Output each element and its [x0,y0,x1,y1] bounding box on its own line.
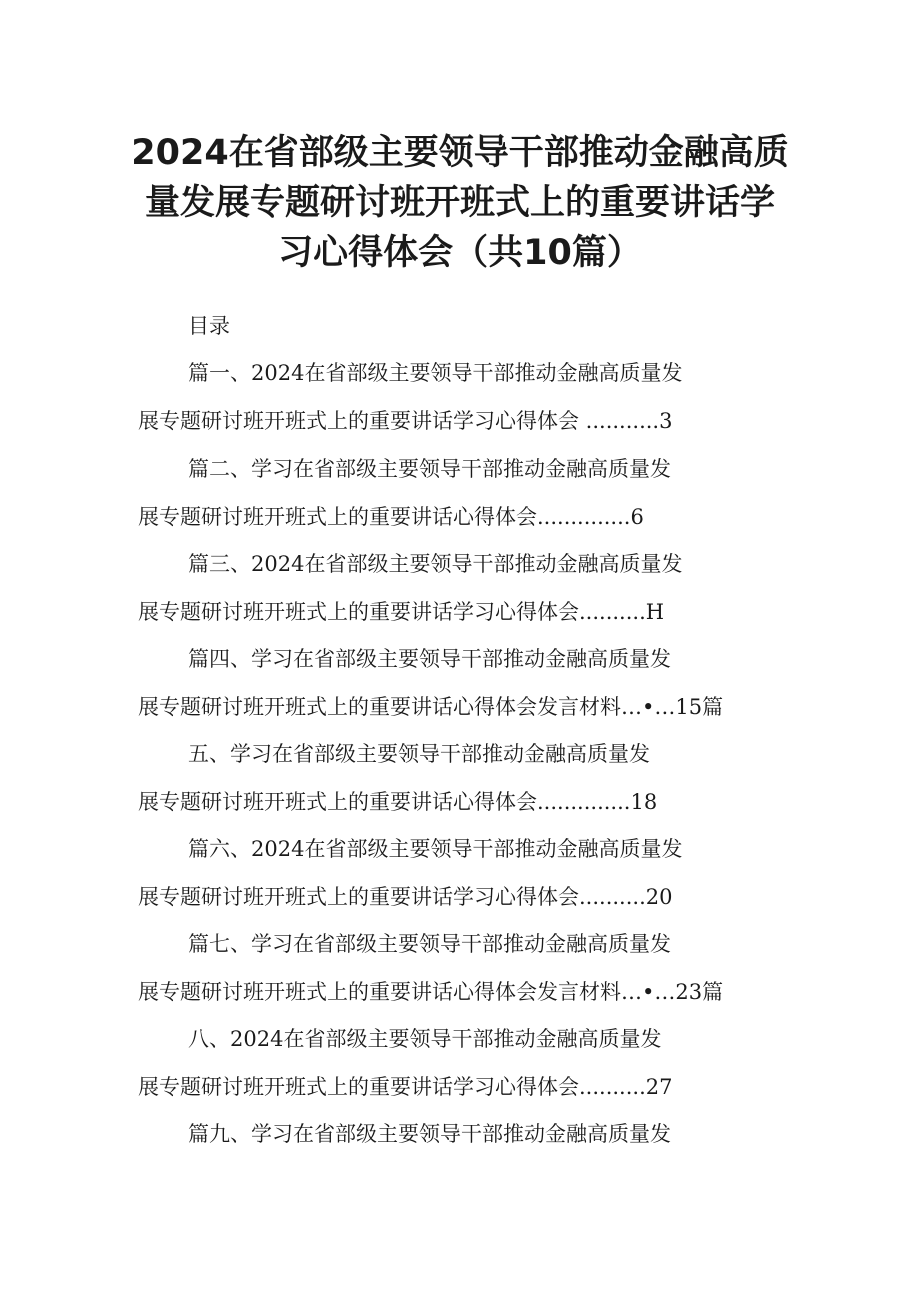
toc-entry-6-line-1[interactable]: 篇六、2024在省部级主要领导干部推动金融高质量发 [188,837,683,861]
toc-entry-8-line-1[interactable]: 八、2024在省部级主要领导干部推动金融高质量发 [188,1027,662,1051]
toc-entry-4-line-2[interactable]: 展专题研讨班开班式上的重要讲话心得体会发言材料…•…15篇 [138,695,724,719]
toc-entry-6-line-2[interactable]: 展专题研讨班开班式上的重要讲话学习心得体会..........20 [138,885,673,909]
title-line-3: 习心得体会（共10篇） [278,233,642,273]
toc-entry-7-line-2[interactable]: 展专题研讨班开班式上的重要讲话心得体会发言材料…•…23篇 [138,980,724,1004]
title-line-2: 量发展专题研讨班开班式上的重要讲话学 [144,183,775,223]
title-line-1: 2024在省部级主要领导干部推动金融高质 [131,133,789,173]
toc-entry-3-line-2[interactable]: 展专题研讨班开班式上的重要讲话学习心得体会..........H [138,600,665,624]
toc-entry-2-line-1[interactable]: 篇二、学习在省部级主要领导干部推动金融高质量发 [188,457,671,481]
toc-entry-3-line-1[interactable]: 篇三、2024在省部级主要领导干部推动金融高质量发 [188,552,683,576]
toc-entry-7-line-1[interactable]: 篇七、学习在省部级主要领导干部推动金融高质量发 [188,932,671,956]
toc-entry-4-line-1[interactable]: 篇四、学习在省部级主要领导干部推动金融高质量发 [188,647,671,671]
toc-entry-5-line-1[interactable]: 五、学习在省部级主要领导干部推动金融高质量发 [188,742,650,766]
document-title [0,128,920,278]
toc-entry-1-line-2[interactable]: 展专题研讨班开班式上的重要讲话学习心得体会 ...........3 [138,409,673,433]
toc-entry-5-line-2[interactable]: 展专题研讨班开班式上的重要讲话心得体会..............18 [138,790,658,814]
toc-entry-1-line-1[interactable]: 篇一、2024在省部级主要领导干部推动金融高质量发 [188,361,683,385]
toc-entry-8-line-2[interactable]: 展专题研讨班开班式上的重要讲话学习心得体会..........27 [138,1075,673,1099]
toc-heading: 目录 [188,314,230,338]
toc-entry-9-line-1[interactable]: 篇九、学习在省部级主要领导干部推动金融高质量发 [188,1122,671,1146]
toc-entry-2-line-2[interactable]: 展专题研讨班开班式上的重要讲话心得体会..............6 [138,505,644,529]
